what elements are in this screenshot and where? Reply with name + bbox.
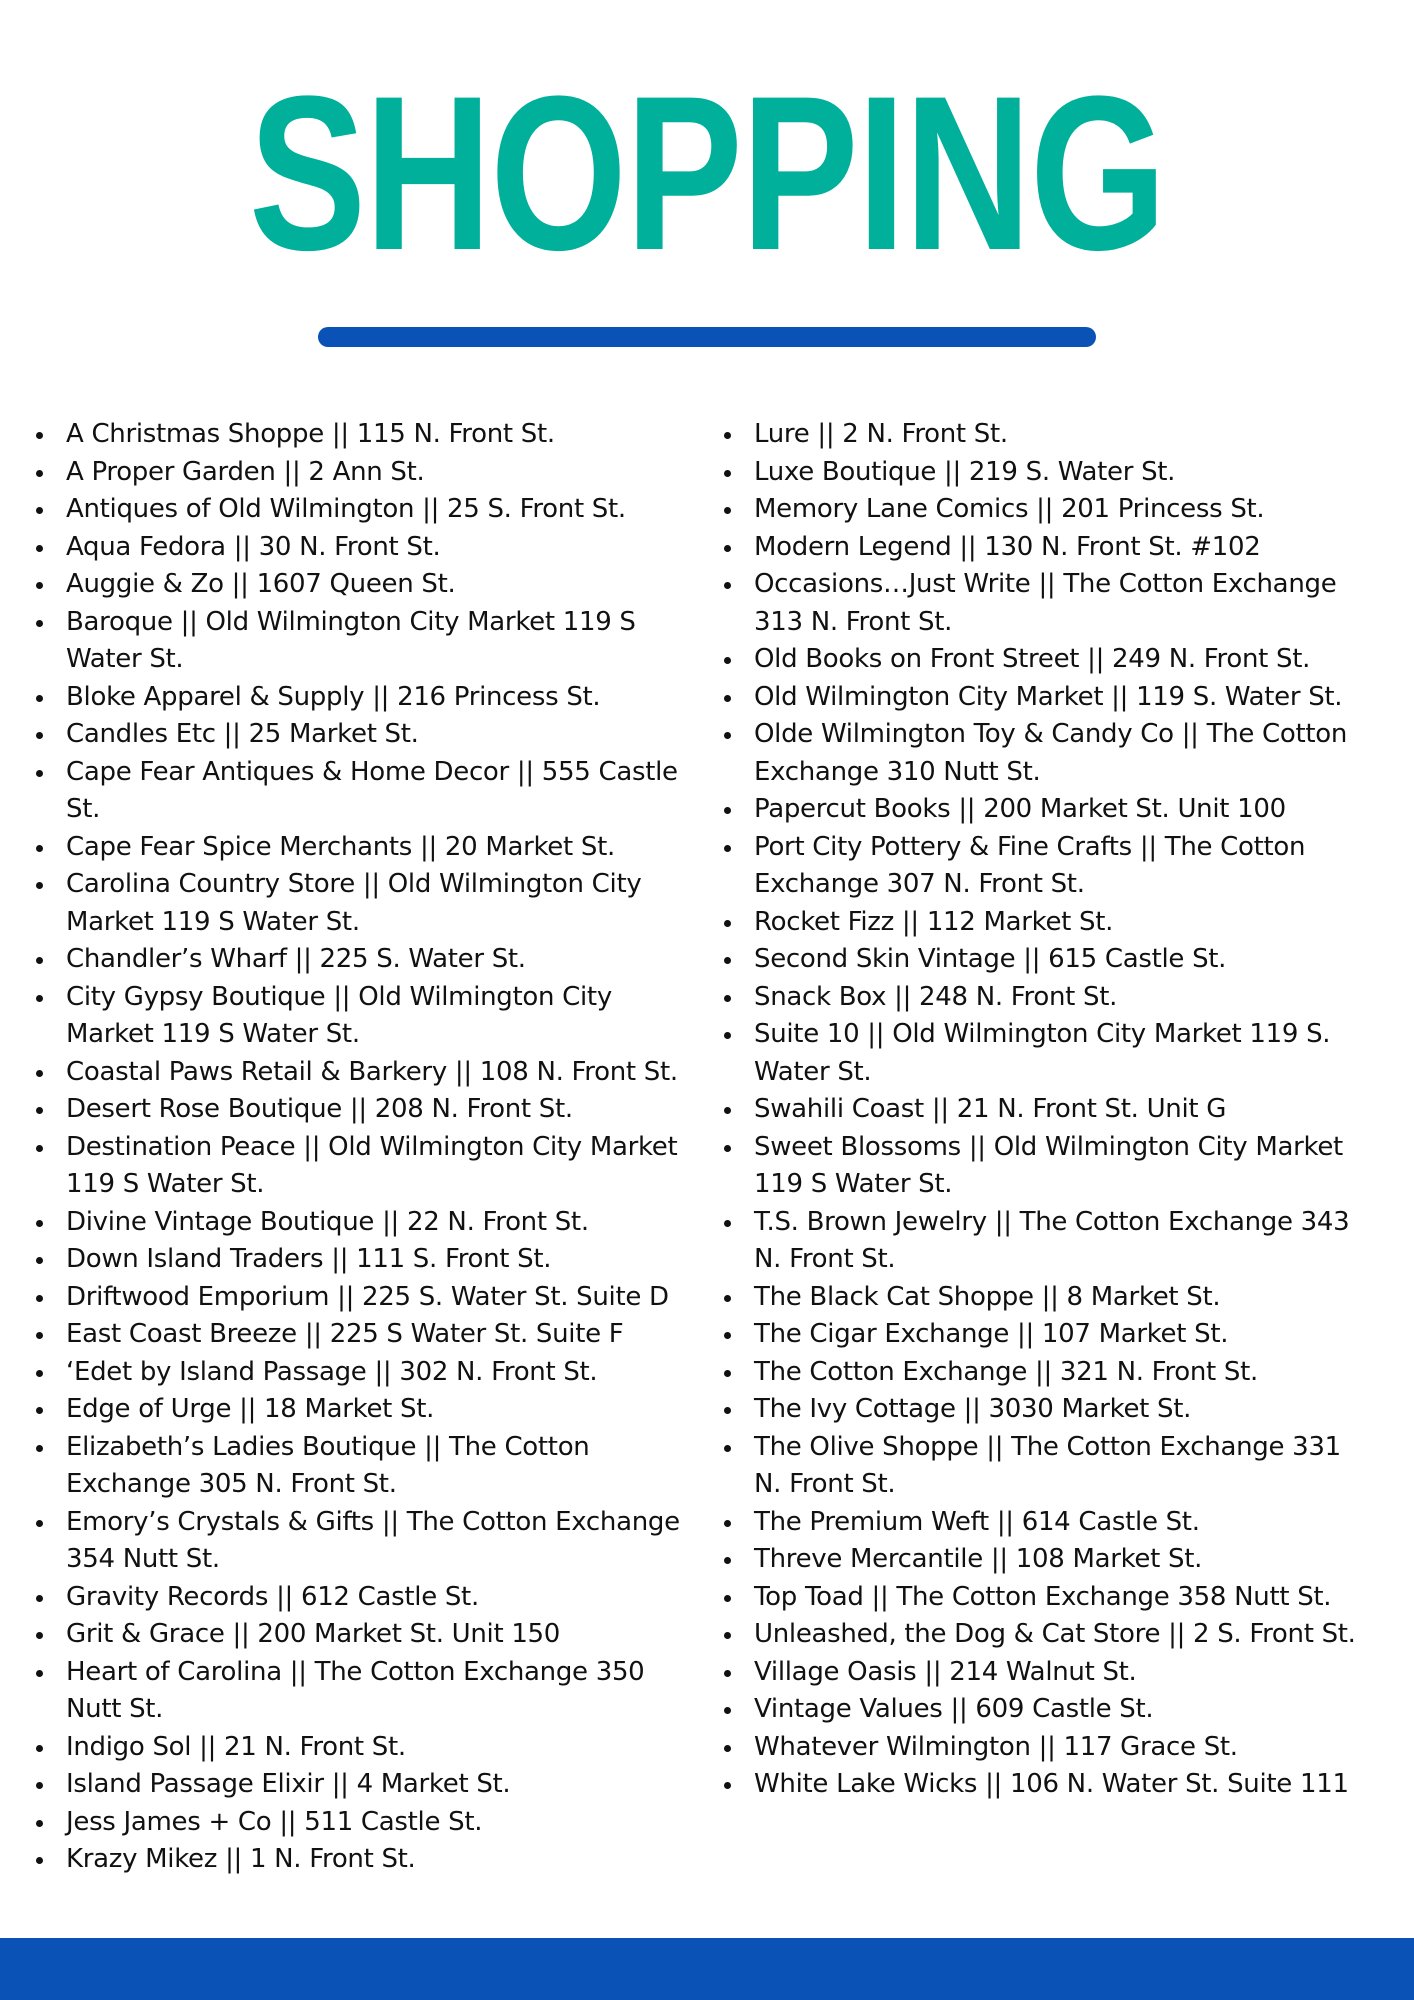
shop-list-item: Grit & Grace || 200 Market St. Unit 150 — [66, 1616, 696, 1654]
shop-list-item: ‘Edet by Island Passage || 302 N. Front St. — [66, 1354, 696, 1392]
shop-list-item: Driftwood Emporium || 225 S. Water St. Suite D — [66, 1279, 696, 1317]
shop-list-item: Cape Fear Antiques & Home Decor || 555 Castle St. — [66, 754, 696, 829]
shop-list-item: Emory’s Crystals & Gifts || The Cotton Exchange 354 Nutt St. — [66, 1504, 696, 1579]
shop-list-item: Memory Lane Comics || 201 Princess St. — [754, 491, 1374, 529]
shop-list-item: Jess James + Co || 511 Castle St. — [66, 1804, 696, 1842]
shop-list-item: Carolina Country Store || Old Wilmington City Market 119 S Water St. — [66, 866, 696, 941]
shop-list-item: Edge of Urge || 18 Market St. — [66, 1391, 696, 1429]
shop-list-item: Elizabeth’s Ladies Boutique || The Cotton Exchange 305 N. Front St. — [66, 1429, 696, 1504]
shop-list-item: Papercut Books || 200 Market St. Unit 100 — [754, 791, 1374, 829]
shop-list-item: The Cotton Exchange || 321 N. Front St. — [754, 1354, 1374, 1392]
shop-list-item: The Cigar Exchange || 107 Market St. — [754, 1316, 1374, 1354]
shop-list-item: Port City Pottery & Fine Crafts || The Cotton Exchange 307 N. Front St. — [754, 829, 1374, 904]
shop-list-item: A Christmas Shoppe || 115 N. Front St. — [66, 416, 696, 454]
shop-list-item: Old Wilmington City Market || 119 S. Water St. — [754, 679, 1374, 717]
shop-list-item: Gravity Records || 612 Castle St. — [66, 1579, 696, 1617]
page-title: SHOPPING — [248, 50, 1166, 296]
shop-list-right-column — [754, 416, 1374, 1804]
shop-list-item: Auggie & Zo || 1607 Queen St. — [66, 566, 696, 604]
shop-list-item: Cape Fear Spice Merchants || 20 Market St. — [66, 829, 696, 867]
shop-list-item: Occasions…Just Write || The Cotton Exchange 313 N. Front St. — [754, 566, 1374, 641]
shop-list-item: The Olive Shoppe || The Cotton Exchange 331 N. Front St. — [754, 1429, 1374, 1504]
shop-list-item: Destination Peace || Old Wilmington City Market 119 S Water St. — [66, 1129, 696, 1204]
shop-list-item: Lure || 2 N. Front St. — [754, 416, 1374, 454]
shop-list-item: Top Toad || The Cotton Exchange 358 Nutt St. — [754, 1579, 1374, 1617]
shop-list-item: Snack Box || 248 N. Front St. — [754, 979, 1374, 1017]
shop-list-item: Bloke Apparel & Supply || 216 Princess St. — [66, 679, 696, 717]
shop-list-item: Swahili Coast || 21 N. Front St. Unit G — [754, 1091, 1374, 1129]
shop-list-item: The Ivy Cottage || 3030 Market St. — [754, 1391, 1374, 1429]
shop-list-item: Krazy Mikez || 1 N. Front St. — [66, 1841, 696, 1879]
shop-list-item: The Premium Weft || 614 Castle St. — [754, 1504, 1374, 1542]
shop-list-item: White Lake Wicks || 106 N. Water St. Suite 111 — [754, 1766, 1374, 1804]
shop-list-item: Divine Vintage Boutique || 22 N. Front St. — [66, 1204, 696, 1242]
shop-list-item: Indigo Sol || 21 N. Front St. — [66, 1729, 696, 1767]
shop-list-left-column — [66, 416, 696, 1879]
shop-list-item: Coastal Paws Retail & Barkery || 108 N. Front St. — [66, 1054, 696, 1092]
shop-list-item: Second Skin Vintage || 615 Castle St. — [754, 941, 1374, 979]
shop-list-item: Down Island Traders || 111 S. Front St. — [66, 1241, 696, 1279]
shop-list-item: Baroque || Old Wilmington City Market 119 S Water St. — [66, 604, 696, 679]
shop-list-item: Whatever Wilmington || 117 Grace St. — [754, 1729, 1374, 1767]
shop-list-item: Aqua Fedora || 30 N. Front St. — [66, 529, 696, 567]
title-underline-divider — [318, 327, 1096, 347]
shop-list-item: Chandler’s Wharf || 225 S. Water St. — [66, 941, 696, 979]
shop-list-item: Island Passage Elixir || 4 Market St. — [66, 1766, 696, 1804]
shop-list-item: The Black Cat Shoppe || 8 Market St. — [754, 1279, 1374, 1317]
shop-list-item: A Proper Garden || 2 Ann St. — [66, 454, 696, 492]
shop-list-item: Old Books on Front Street || 249 N. Front St. — [754, 641, 1374, 679]
shop-list-item: Rocket Fizz || 112 Market St. — [754, 904, 1374, 942]
shop-list-item: Village Oasis || 214 Walnut St. — [754, 1654, 1374, 1692]
shop-list-item: Olde Wilmington Toy & Candy Co || The Cotton Exchange 310 Nutt St. — [754, 716, 1374, 791]
shop-list-item: East Coast Breeze || 225 S Water St. Suite F — [66, 1316, 696, 1354]
shop-list-item: Modern Legend || 130 N. Front St. #102 — [754, 529, 1374, 567]
shop-list-item: City Gypsy Boutique || Old Wilmington City Market 119 S Water St. — [66, 979, 696, 1054]
shop-list-item: Candles Etc || 25 Market St. — [66, 716, 696, 754]
shop-list-item: Unleashed, the Dog & Cat Store || 2 S. Front St. — [754, 1616, 1374, 1654]
shop-list-item: Antiques of Old Wilmington || 25 S. Front St. — [66, 491, 696, 529]
shop-list-item: Suite 10 || Old Wilmington City Market 119 S. Water St. — [754, 1016, 1374, 1091]
shop-list-item: Desert Rose Boutique || 208 N. Front St. — [66, 1091, 696, 1129]
footer-bar — [0, 1938, 1414, 2000]
shop-list-item: Vintage Values || 609 Castle St. — [754, 1691, 1374, 1729]
shop-list-item: Luxe Boutique || 219 S. Water St. — [754, 454, 1374, 492]
shop-list-item: Heart of Carolina || The Cotton Exchange 350 Nutt St. — [66, 1654, 696, 1729]
shop-list-item: T.S. Brown Jewelry || The Cotton Exchange 343 N. Front St. — [754, 1204, 1374, 1279]
shop-list-item: Threve Mercantile || 108 Market St. — [754, 1541, 1374, 1579]
shop-list-item: Sweet Blossoms || Old Wilmington City Market 119 S Water St. — [754, 1129, 1374, 1204]
